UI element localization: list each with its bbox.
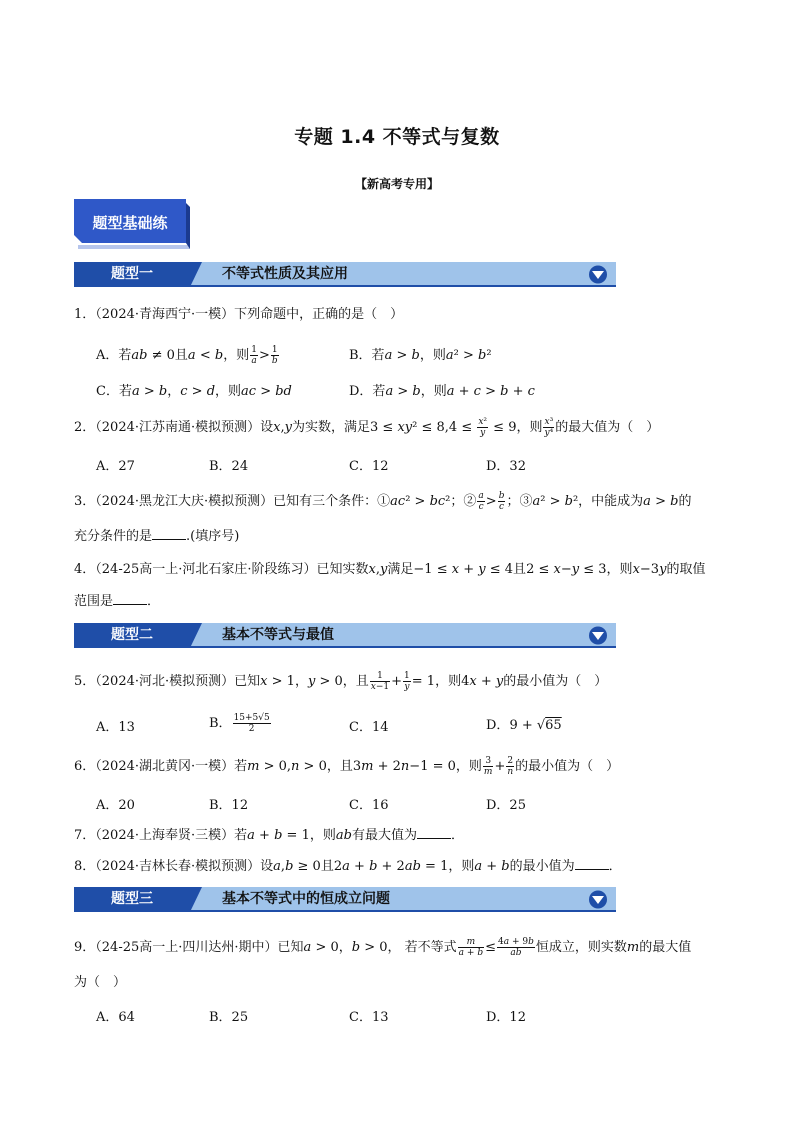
banner-label: 题型二: [111, 627, 153, 643]
q2-option-b: B．24: [209, 459, 249, 474]
answer-blank[interactable]: [575, 857, 609, 870]
page-subtitle: 【新高考专用】: [354, 177, 439, 191]
q1-option-a: A．若ab ≠ 0且a < b，则 $\frac{1}{a}$ > $\frac{1}{b}$: [96, 345, 278, 366]
question-2: 2．（2024·江苏南通·模拟预测）设x,y为实数，满足3 ≤ xy² ≤ 8,4 ≤ $\frac{\text{x²}}{y}$ ≤ 9，则 $\frac{\text{x³}}{\text{y⁴}}$ 的最大值为（ ）: [74, 417, 660, 438]
question-7: 7．（2024·上海奉贤·三模）若a + b = 1，则ab有最大值为 ．: [74, 828, 464, 843]
q5-option-b: B． $\frac{15+5√5}{2}$: [209, 713, 270, 734]
q2-option-a: A．27: [96, 459, 135, 474]
question-4: 4．（24-25高一上·河北石家庄·阶段练习）已知实数x,y满足−1 ≤ x + y ≤ 4且2 ≤ x−y ≤ 3，则x−3y的取值: [74, 562, 706, 577]
q2-option-d: D．32: [486, 459, 526, 474]
q6-option-a: A．20: [96, 798, 135, 813]
answer-blank[interactable]: [417, 826, 451, 839]
q9-option-c: C．13: [349, 1010, 389, 1025]
question-5: 5．（2024·河北·模拟预测）已知x > 1，y > 0，且 $\frac{1}{x-1}$ + $\frac{1}{y}$ = 1，则4x + y的最小值为（ ）: [74, 671, 608, 692]
section-banner-1: [74, 262, 616, 287]
page-title: 专题 1.4 不等式与复数: [294, 126, 500, 148]
q1-option-c: C．若a > b，c > d，则ac > bd: [96, 384, 292, 399]
banner-label: 题型三: [111, 891, 153, 907]
answer-blank[interactable]: [152, 527, 186, 540]
section-banner-2: [74, 623, 616, 648]
question-8: 8．（2024·吉林长春·模拟预测）设a,b ≥ 0且2a + b + 2ab = 1，则a + b的最小值为 ．: [74, 859, 622, 874]
q9-option-b: B．25: [209, 1010, 249, 1025]
section-badge: [74, 199, 194, 251]
question-3-line-2: 充分条件的是 .(填序号): [74, 529, 240, 544]
q6-option-b: B．12: [209, 798, 249, 813]
banner-label: 题型一: [111, 266, 153, 282]
q9-option-d: D．12: [486, 1010, 526, 1025]
question-4-line-2: 范围是 ．: [74, 594, 161, 609]
question-9: 9．（24-25高一上·四川达州·期中）已知a > 0，b > 0， 若不等式 $\frac{m}{a + b}$ ≤ $\frac{4a + 9b}{ab}$ 恒成立，则实数m的最大值: [74, 937, 692, 958]
q5-option-d: D．9 + √65: [486, 718, 562, 733]
q9-option-a: A．64: [96, 1010, 135, 1025]
question-9-line-2: 为（ ）: [74, 975, 127, 990]
answer-blank[interactable]: [113, 592, 147, 605]
banner-text: 基本不等式中的恒成立问题: [222, 891, 390, 907]
q1-option-b: B．若a > b，则a² > b²: [349, 348, 492, 363]
badge-label: 题型基础练: [92, 214, 168, 232]
question-3: 3．（2024·黑龙江大庆·模拟预测）已知有三个条件：①ac² > bc²；② $\frac{a}{c}$ > $\frac{b}{c}$ ；③a² > b²，中能成为a > b的: [74, 491, 692, 512]
question-1: 1．（2024·青海西宁·一模）下列命题中，正确的是（ ）: [74, 307, 404, 322]
q2-option-c: C．12: [349, 459, 389, 474]
q6-option-c: C．16: [349, 798, 389, 813]
question-6: 6．（2024·湖北黄冈·一模）若m > 0,n > 0，且3m + 2n−1 = 0，则 $\frac{3}{m}$ + $\frac{2}{n}$ 的最小值为（ ）: [74, 756, 620, 777]
q6-option-d: D．25: [486, 798, 526, 813]
banner-text: 不等式性质及其应用: [222, 266, 348, 282]
q5-option-c: C．14: [349, 720, 389, 735]
q5-option-a: A．13: [96, 720, 135, 735]
section-banner-3: [74, 887, 616, 912]
q1-option-d: D．若a > b，则a + c > b + c: [349, 384, 535, 399]
banner-text: 基本不等式与最值: [222, 627, 334, 643]
